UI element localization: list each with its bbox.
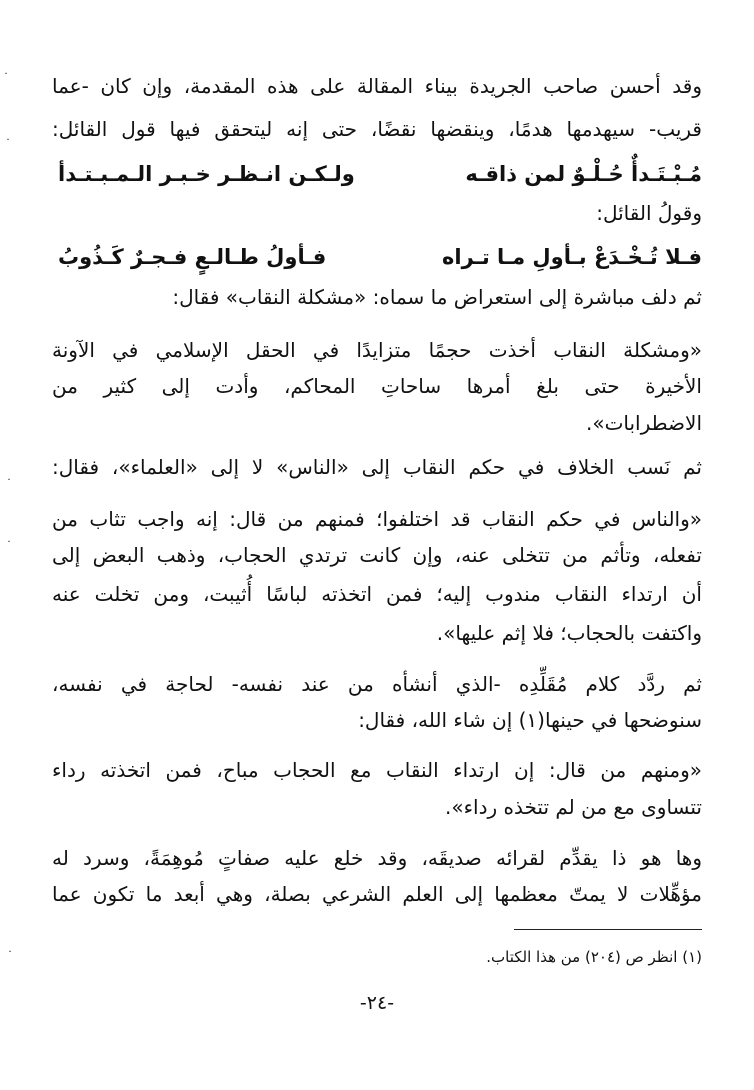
text-line-18: مؤهِّلات لا يمتّ معظمها إلى العلم الشرعي بصلة، وهي أبعد ما تكون عما: [52, 882, 702, 906]
page-number: -٢٤-: [359, 992, 395, 1014]
footnote: (١) انظر ص (٢٠٤) من هذا الكتاب.: [486, 948, 702, 966]
text-line-12: واكتفت بالحجاب؛ فلا إثم عليها».: [436, 621, 702, 645]
footnote-separator: [514, 929, 702, 930]
margin-mark: ˙: [3, 71, 9, 85]
margin-mark: ˙: [6, 477, 12, 491]
text-line-1: وقد أحسن صاحب الجريدة بيناء المقالة على هذه المقدمة، وإن كان -عما: [52, 74, 702, 98]
verse-1-second-hemistich: ولـكـن انـظـر خـبـر الـمـبـتـدأ: [58, 162, 355, 186]
text-line-11: أن ارتداء النقاب مندوب إليه؛ فمن اتخذته لباسًا أُثيبت، ومن تخلت عنه: [52, 582, 702, 606]
text-line-2: قريب- سيهدمها هدمًا، وينقضها نقضًا، حتى إنه ليتحقق فيها قول القائل:: [52, 117, 702, 141]
verse-1-first-hemistich: مُـبْـتَـدأٌ حُـلْـوٌ لمن ذاقـه: [465, 162, 702, 186]
margin-mark: ˙: [6, 539, 12, 553]
text-line-9: «والناس في حكم النقاب قد اختلفوا؛ فمنهم من قال: إنه واجب تثاب من: [52, 507, 702, 531]
text-line-3: وقولُ القائل:: [596, 201, 702, 225]
text-line-5: «ومشكلة النقاب أخذت حجمًا متزايدًا في الحقل الإسلامي في الآونة: [52, 338, 702, 362]
verse-2-second-hemistich: فـأولُ طـالـعٍ فـجـرٌ كَـذُوبُ: [58, 245, 327, 269]
text-line-10: تفعله، وتأثم من تتخلى عنه، وإن كانت ترتدي الحجاب، وذهب البعض إلى: [52, 543, 702, 567]
text-line-13: ثم ردَّد كلام مُقَلِّدِه -الذي أنشأه من عند نفسه- لحاجة في نفسه،: [52, 672, 702, 696]
text-line-6: الأخيرة حتى بلغ أمرها ساحاتِ المحاكم، وأدت إلى كثير من: [52, 374, 702, 398]
verse-2-first-hemistich: فـلا تُـخْـدَعْ بـأولِ مـا تـراه: [442, 245, 702, 269]
text-line-16: تتساوى مع من لم تتخذه رداء».: [445, 795, 702, 819]
text-line-4: ثم دلف مباشرة إلى استعراض ما سماه: «مشكلة النقاب» فقال:: [172, 285, 702, 309]
text-line-7: الاضطرابات».: [585, 411, 702, 435]
text-line-17: وها هو ذا يقدِّم لقرائه صديقَه، وقد خلع عليه صفاتٍ مُوهِمَةً، وسرد له: [52, 846, 702, 870]
margin-mark: ˙: [5, 137, 11, 151]
text-line-8: ثم نَسب الخلاف في حكم النقاب إلى «الناس» لا إلى «العلماء»، فقال:: [52, 455, 702, 479]
text-line-15: «ومنهم من قال: إن ارتداء النقاب مع الحجاب مباح، فمن اتخذته رداء: [52, 758, 702, 782]
margin-mark: ˙: [7, 949, 13, 963]
text-line-14: سنوضحها في حينها(١) إن شاء الله، فقال:: [358, 708, 702, 732]
